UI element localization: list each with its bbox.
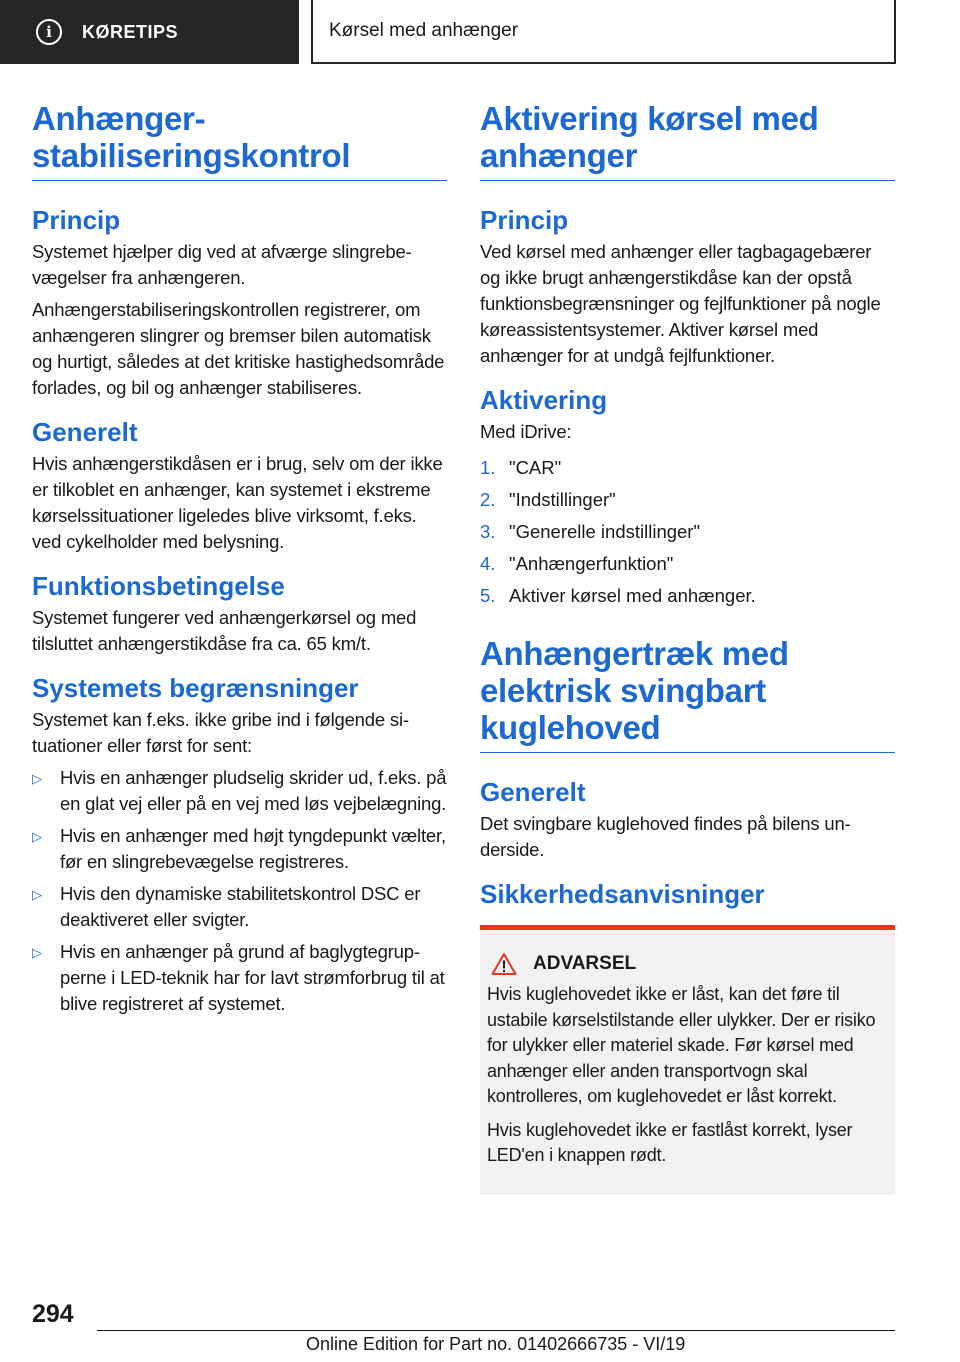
list-item bbox=[32, 939, 447, 1017]
edition-text: Online Edition for Part no. 01402666735 - VI/19 bbox=[306, 1334, 686, 1354]
heading-begraensninger: Systemets begrænsninger bbox=[32, 673, 359, 703]
step-text: Aktiver kørsel med anhænger. bbox=[509, 585, 756, 606]
warning-box bbox=[480, 925, 895, 1195]
paragraph: Systemet fungerer ved anhængerkørsel og med tilsluttet anhængerstikdåse fra ca. 65 km/t. bbox=[32, 607, 417, 654]
section-generelt-left bbox=[32, 417, 447, 555]
section-label: KØRETIPS bbox=[82, 21, 179, 42]
heading-aktivering: Aktivering bbox=[480, 385, 608, 415]
left-column bbox=[32, 100, 447, 1033]
step-item bbox=[480, 519, 895, 545]
step-item bbox=[480, 487, 895, 513]
step-text: "Generelle indstillinger" bbox=[509, 521, 701, 542]
step-text: "CAR" bbox=[509, 457, 562, 478]
info-icon: i bbox=[36, 19, 62, 45]
topic-tab bbox=[311, 0, 896, 64]
step-text: "Anhængerfunktion" bbox=[509, 553, 674, 574]
activation-steps bbox=[480, 455, 895, 609]
step-number: 4. bbox=[480, 553, 496, 574]
list-item bbox=[32, 881, 447, 933]
page-number: 294 bbox=[32, 1300, 74, 1328]
step-number: 1. bbox=[480, 457, 496, 478]
section-aktivering bbox=[480, 385, 895, 609]
heading-funktionsbetingelse: Funktionsbetingelse bbox=[32, 571, 285, 601]
step-text: "Indstillinger" bbox=[509, 489, 616, 510]
paragraph: Systemet hjælper dig ved at afværge slingrebevægelser fra anhængeren. bbox=[32, 241, 412, 288]
heading-generelt: Generelt bbox=[32, 417, 138, 447]
section-sikkerhed bbox=[480, 879, 895, 1195]
step-number: 3. bbox=[480, 521, 496, 542]
list-item-text: Hvis en anhænger med højt tyngdepunkt vælter, før en slingrebevægelse registreres. bbox=[60, 825, 446, 872]
triangle-bullet-icon: ▷ bbox=[32, 945, 42, 960]
footer-divider bbox=[97, 1330, 895, 1331]
right-column bbox=[480, 100, 895, 1211]
triangle-bullet-icon: ▷ bbox=[32, 771, 42, 786]
paragraph: Anhængerstabiliseringskontrollen registrerer, om anhængeren slingrer og bremser bilen automatisk og hurtigt, således at det kritiske hastighedsområde forlades, og bil og anhænger stabiliseres. bbox=[32, 299, 445, 398]
heading-sikkerhed: Sikkerhedsanvisninger bbox=[480, 879, 765, 909]
warning-header bbox=[487, 952, 887, 976]
warning-title: ADVARSEL bbox=[533, 953, 637, 974]
warning-triangle-icon bbox=[491, 952, 517, 976]
section-funktionsbetingelse bbox=[32, 571, 447, 657]
step-number: 2. bbox=[480, 489, 496, 510]
triangle-bullet-icon: ▷ bbox=[32, 829, 42, 844]
paragraph: Hvis anhængerstikdåsen er i brug, selv om der ikke er tilkoblet en anhænger, kan systemet i ekstreme kørselssituationer ligeledes blive virksomt, f.eks. ved cykelholder med belysning. bbox=[32, 453, 443, 552]
paragraph: Det svingbare kuglehoved findes på bilens underside. bbox=[480, 813, 851, 860]
section-tab bbox=[0, 0, 299, 64]
list-item bbox=[32, 765, 447, 817]
warning-text: Hvis kuglehovedet ikke er låst, kan det føre til ustabile kørselstilstande eller ulykker. Der er risiko for ulykker eller materiel skade. Før kørsel med anhænger eller anden transportvogn skal kontrolleres, om kuglehovedet er låst korrekt. bbox=[487, 984, 876, 1106]
page-header bbox=[0, 0, 960, 64]
warning-text: Hvis kuglehovedet ikke er fastlåst korrekt, lyser LED'en i knappen rødt. bbox=[487, 1119, 853, 1165]
paragraph: Ved kørsel med anhænger eller tagbagagebærer og ikke brugt anhængerstikdåse kan der opstå funktionsbegrænsninger og fejlfunktioner på nogle køreassistentsystemer. Aktiver kørsel med anhænger for at undgå fejlfunktioner. bbox=[480, 241, 881, 366]
triangle-bullet-icon: ▷ bbox=[32, 887, 42, 902]
section-generelt-right bbox=[480, 777, 895, 863]
heading-princip: Princip bbox=[480, 205, 569, 235]
step-item bbox=[480, 455, 895, 481]
paragraph: Med iDrive: bbox=[480, 421, 572, 442]
page-topic: Kørsel med anhænger bbox=[329, 20, 519, 41]
heading-princip: Princip bbox=[32, 205, 121, 235]
list-item-text: Hvis en anhænger pludselig skrider ud, f.eks. på en glat vej eller på en vej med løs vejbelægning. bbox=[60, 767, 447, 814]
step-item bbox=[480, 551, 895, 577]
list-item bbox=[32, 823, 447, 875]
limitations-list bbox=[32, 765, 447, 1017]
left-title: Anhænger-stabiliseringskontrol bbox=[32, 100, 447, 181]
step-number: 5. bbox=[480, 585, 496, 606]
section-begraensninger bbox=[32, 673, 447, 1017]
right-title-towbar: Anhængertræk med elektrisk svingbart kuglehoved bbox=[480, 635, 895, 753]
list-item-text: Hvis den dynamiske stabilitetskontrol DSC er deaktiveret eller svigter. bbox=[60, 883, 421, 930]
paragraph: Systemet kan f.eks. ikke gribe ind i følgende situationer eller først for sent: bbox=[32, 709, 410, 756]
list-item-text: Hvis en anhænger på grund af baglygtegrupperne i LED-teknik har for lavt strømforbrug til at blive registreret af systemet. bbox=[60, 941, 445, 1014]
section-princip-right bbox=[480, 205, 895, 369]
section-princip-left bbox=[32, 205, 447, 401]
step-item bbox=[480, 583, 895, 609]
heading-generelt: Generelt bbox=[480, 777, 586, 807]
right-title-activation: Aktivering kørsel med anhænger bbox=[480, 100, 895, 181]
